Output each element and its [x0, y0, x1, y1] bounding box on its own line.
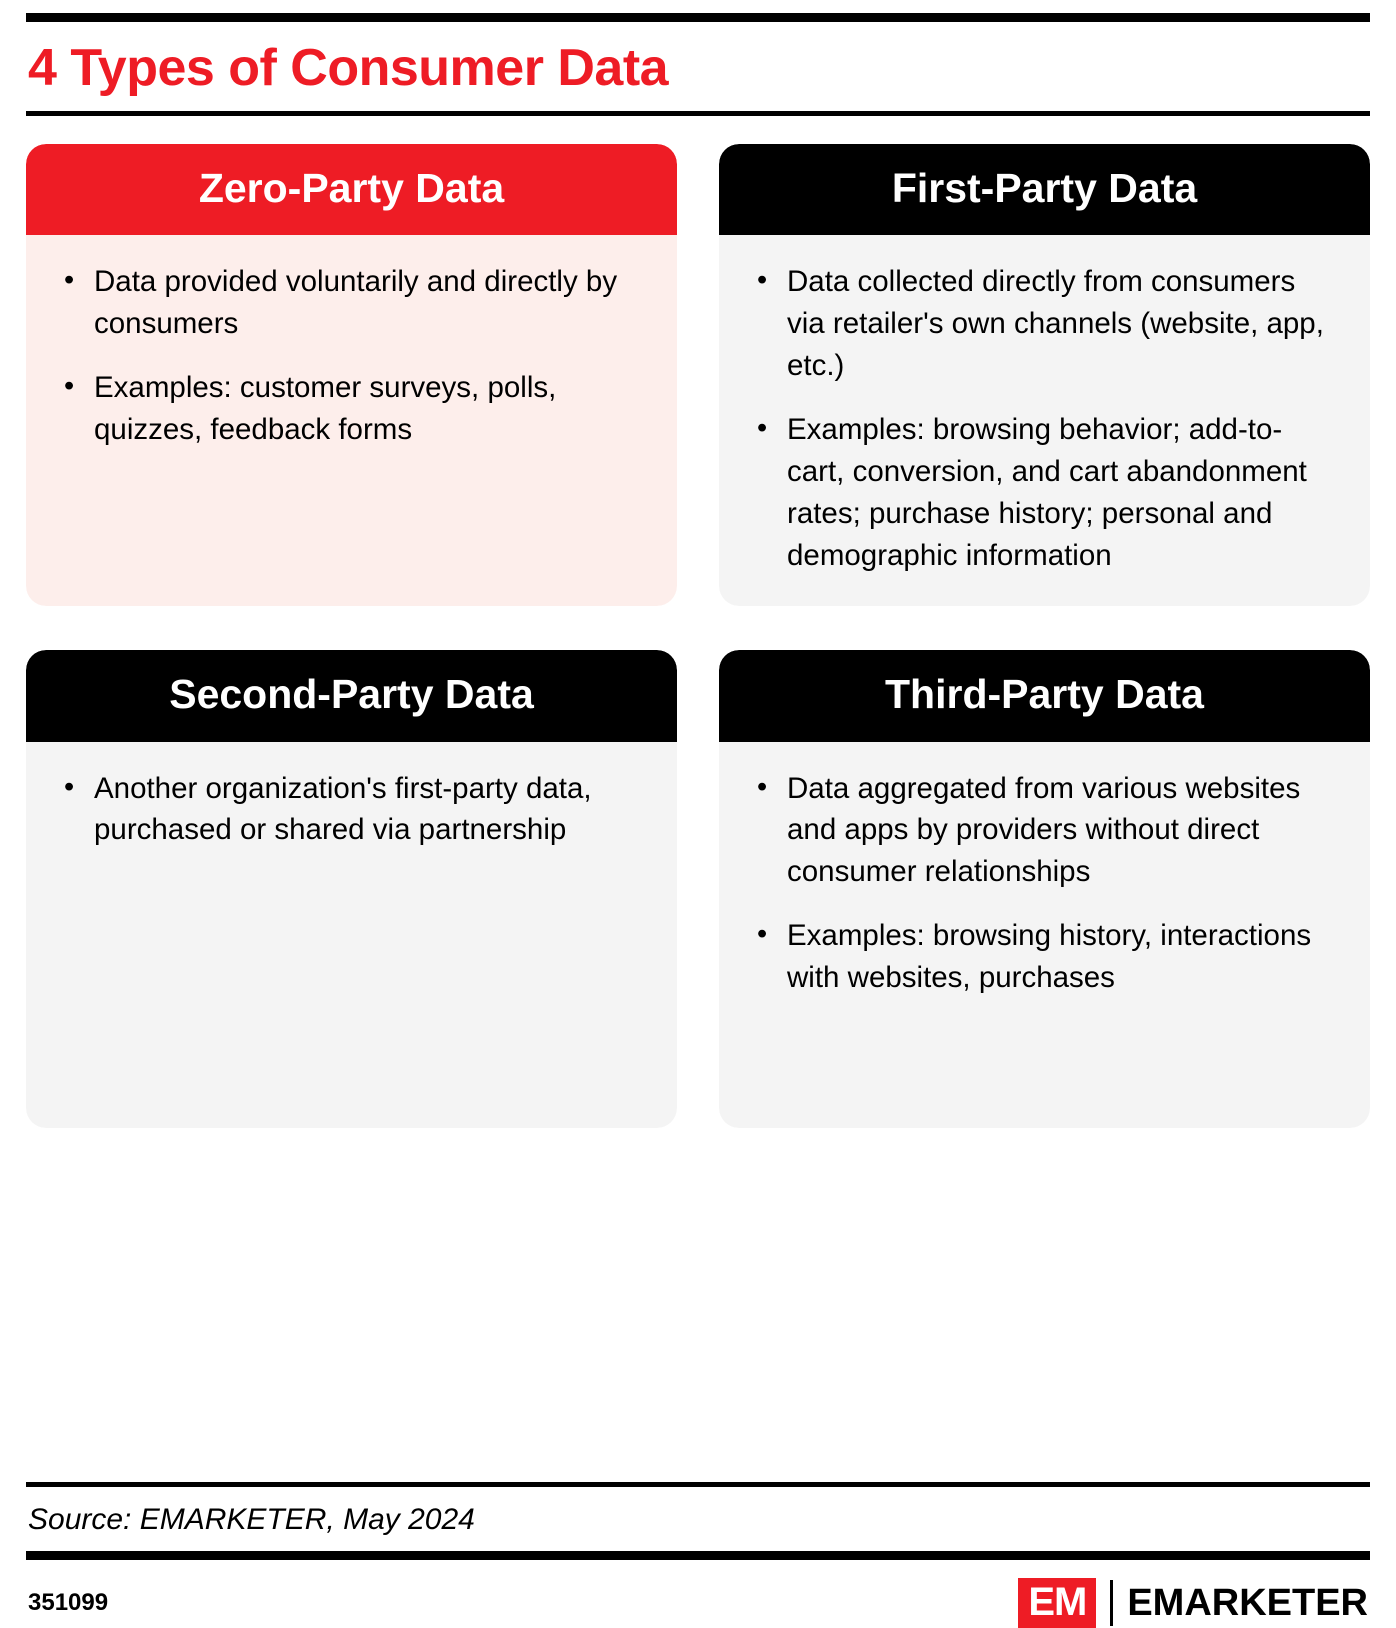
card-title-first-party: First-Party Data — [719, 144, 1370, 235]
card-title-zero-party: Zero-Party Data — [26, 144, 677, 235]
list-item: • Examples: browsing behavior; add-to-cart, conversion, and cart abandonment rates; purchase history; personal and demographic information — [783, 409, 1336, 577]
bullet-list — [753, 768, 1336, 999]
card-body-first-party — [719, 235, 1370, 606]
card-first-party-data — [719, 144, 1370, 606]
card-title-second-party: Second-Party Data — [26, 650, 677, 741]
bullet-list — [753, 261, 1336, 576]
card-third-party-data — [719, 650, 1370, 1127]
emarketer-logo — [1018, 1578, 1368, 1628]
list-item: • Data provided voluntarily and directly by consumers — [90, 261, 643, 345]
card-second-party-data — [26, 650, 677, 1127]
list-item: • Another organization's first-party data, purchased or shared via partnership — [90, 768, 643, 852]
card-body-second-party — [26, 742, 677, 1128]
logo-separator — [1110, 1580, 1113, 1626]
list-item: • Examples: customer surveys, polls, quizzes, feedback forms — [90, 367, 643, 451]
bullet-list — [60, 768, 643, 852]
list-item: • Data aggregated from various websites and apps by providers without direct consumer relationships — [783, 768, 1336, 894]
em-monogram-icon: EM — [1018, 1578, 1096, 1628]
page-title: 4 Types of Consumer Data — [28, 39, 669, 97]
chart-id: 351099 — [28, 1589, 109, 1616]
footer — [26, 1560, 1370, 1628]
layout-spacer — [26, 1128, 1370, 1477]
card-body-third-party — [719, 742, 1370, 1128]
card-zero-party-data — [26, 144, 677, 606]
cards-grid — [26, 116, 1370, 1127]
source-note: Source: EMARKETER, May 2024 — [28, 1503, 475, 1536]
card-body-zero-party — [26, 235, 677, 606]
list-item: • Data collected directly from consumers via retailer's own channels (website, app, etc.) — [783, 261, 1336, 387]
logo-wordmark: EMARKETER — [1127, 1581, 1368, 1624]
top-divider — [26, 13, 1370, 22]
bullet-list — [60, 261, 643, 451]
list-item: • Examples: browsing history, interactions with websites, purchases — [783, 915, 1336, 999]
footer-divider — [26, 1551, 1370, 1560]
card-title-third-party: Third-Party Data — [719, 650, 1370, 741]
